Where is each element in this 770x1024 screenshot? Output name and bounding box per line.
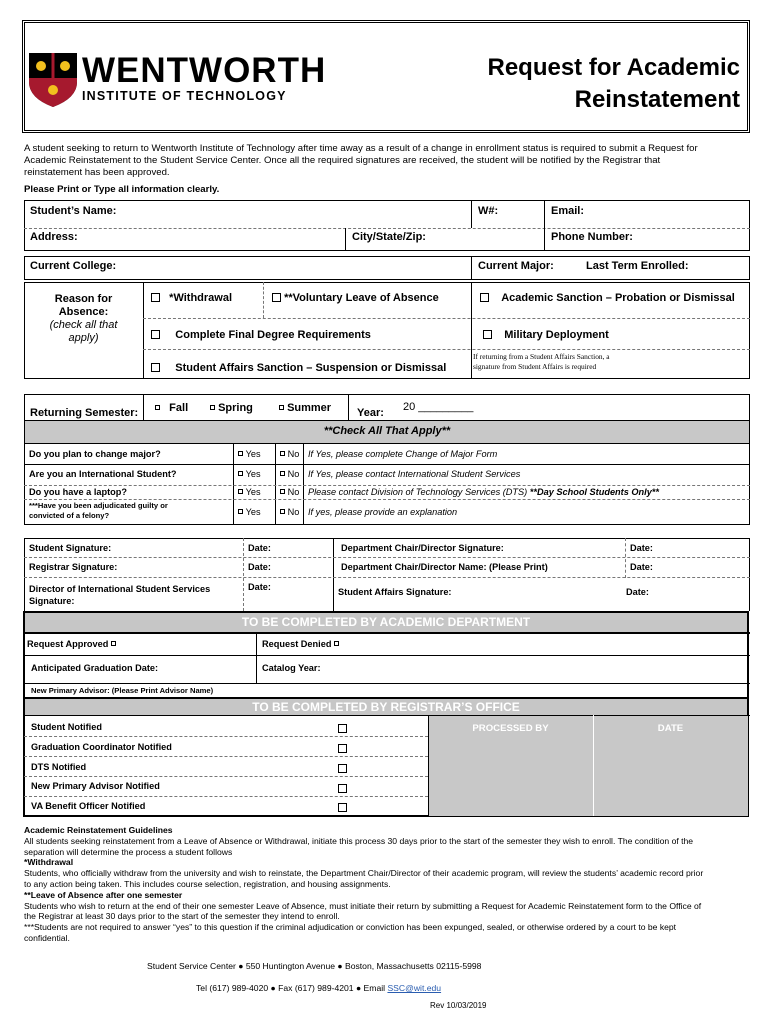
- student-affairs-signature-label: Student Affairs Signature:: [338, 587, 452, 597]
- registrar-banner: TO BE COMPLETED BY REGISTRAR’S OFFICE: [25, 699, 747, 715]
- logo-subtitle: INSTITUTE OF TECHNOLOGY: [82, 89, 287, 103]
- major-label: Current Major:: [478, 260, 554, 272]
- affairs-note: If returning from a Student Affairs Sanction, a signature from Student Affairs is required: [473, 352, 610, 371]
- international-no[interactable]: No: [280, 469, 299, 479]
- student-notified-checkbox[interactable]: [338, 719, 347, 737]
- intro-paragraph: A student seeking to return to Wentworth Institute of Technology after time away as a result of a change in enrollment status is required to submit a Request for Academic Reinstatement to the Student Service Center. Once all the required signatures are received, the student will be notified by the Registrar that reinstatement has been approved.: [24, 143, 698, 178]
- withdrawal-checkbox[interactable]: *Withdrawal: [151, 292, 232, 304]
- revision-label: Rev 10/03/2019: [430, 1001, 487, 1010]
- year-label: Year:: [357, 407, 384, 419]
- question-felony: ***Have you been adjudicated guilty or convicted of a felony?: [29, 501, 168, 520]
- student-signature-label: Student Signature:: [29, 543, 112, 553]
- new-advisor-label: New Primary Advisor: (Please Print Advisor Name): [31, 686, 214, 695]
- registrar-item: New Primary Advisor Notified: [31, 781, 160, 791]
- change-major-no[interactable]: No: [280, 449, 299, 459]
- catalog-year-label: Catalog Year:: [262, 663, 321, 673]
- request-approved-checkbox[interactable]: Request Approved: [27, 639, 116, 649]
- phone-label: Phone Number:: [551, 231, 633, 243]
- laptop-no[interactable]: No: [280, 487, 299, 497]
- registrar-date-label: Date:: [248, 562, 271, 572]
- international-note: If Yes, please contact International Student Services: [308, 469, 521, 479]
- felony-yes[interactable]: Yes: [238, 507, 261, 517]
- footer-address: Student Service Center ● 550 Huntington Avenue ● Boston, Massachusetts 02115-5998: [147, 961, 482, 971]
- guidelines-section: Academic Reinstatement Guidelines All students seeking reinstatement from a Leave of Absence or Withdrawal, initiate this process 30 days prior to the start of the semester they wish to enroll. The condition of the separation will determine the process a student follows *Withdrawal Students, who officially withdraw from the university and wish to reinstate, the Department Chair/Director of their academic program, will review the students’ academic record prior to any action being taken. This includes course selection, registration, and housing assignments. **Leave of Absence after one semester Students who wish to return at the end of their one semester Leave of Absence, must initiate their return by submitting a Request for Academic Reinstatement form to the Office of the Registrar at least 30 days prior to the start of the semester they intend to enroll. ***Students are not required to answer “yes” to this question if the criminal adjudication or conviction has been expunged, sealed, or otherwise ordered by a court to be kept confidential.: [24, 825, 704, 943]
- felony-note: If yes, please provide an explanation: [308, 507, 458, 517]
- footer-contact: Tel (617) 989-4020 ● Fax (617) 989-4201 ● Email SSC@wit.edu: [196, 983, 442, 993]
- shield-logo-icon: [28, 52, 78, 108]
- voluntary-leave-checkbox[interactable]: **Voluntary Leave of Absence: [272, 292, 439, 304]
- city-label: City/State/Zip:: [352, 231, 426, 243]
- felony-no[interactable]: No: [280, 507, 299, 517]
- degree-requirements-checkbox[interactable]: Complete Final Degree Requirements: [151, 329, 371, 341]
- reason-label: Reason for Absence: (check all that apply): [49, 293, 118, 344]
- advisor-notified-checkbox[interactable]: [338, 779, 347, 797]
- dept-chair-name-label: Department Chair/Director Name: (Please Print): [341, 562, 548, 572]
- change-major-yes[interactable]: Yes: [238, 449, 261, 459]
- registrar-item: Graduation Coordinator Notified: [31, 742, 172, 752]
- academic-sanction-checkbox[interactable]: Academic Sanction – Probation or Dismissal: [480, 292, 735, 304]
- student-affairs-checkbox[interactable]: Student Affairs Sanction – Suspension or Dismissal: [151, 362, 446, 374]
- registrar-signature-label: Registrar Signature:: [29, 562, 118, 572]
- date-header: DATE: [657, 723, 684, 734]
- instruction-text: Please Print or Type all information clearly.: [24, 184, 220, 195]
- question-laptop: Do you have a laptop?: [29, 487, 128, 497]
- last-term-label: Last Term Enrolled:: [586, 260, 689, 272]
- military-checkbox[interactable]: Military Deployment: [483, 329, 609, 341]
- registrar-item: DTS Notified: [31, 762, 87, 772]
- dept-chair-signature-label: Department Chair/Director Signature:: [341, 543, 504, 553]
- grad-coordinator-checkbox[interactable]: [338, 739, 347, 757]
- wnum-label: W#:: [478, 205, 499, 217]
- grad-date-label: Anticipated Graduation Date:: [31, 663, 159, 673]
- check-all-banner: **Check All That Apply**: [323, 425, 451, 437]
- spring-checkbox[interactable]: Spring: [210, 402, 253, 414]
- registrar-item: Student Notified: [31, 722, 102, 732]
- registrar-item: VA Benefit Officer Notified: [31, 801, 146, 811]
- question-change-major: Do you plan to change major?: [29, 449, 161, 459]
- logo-wordmark: WENTWORTH: [82, 51, 327, 90]
- address-label: Address:: [30, 231, 78, 243]
- request-denied-checkbox[interactable]: Request Denied: [262, 639, 339, 649]
- fall-checkbox[interactable]: Fall: [155, 402, 188, 414]
- returning-semester-label: Returning Semester:: [30, 407, 139, 419]
- laptop-yes[interactable]: Yes: [238, 487, 261, 497]
- processed-by-header: PROCESSED BY: [472, 723, 549, 734]
- summer-checkbox[interactable]: Summer: [279, 402, 331, 414]
- dts-notified-checkbox[interactable]: [338, 759, 347, 777]
- student-sig-date-label: Date:: [248, 543, 271, 553]
- intl-director-date-label: Date:: [248, 582, 271, 592]
- email-label: Email:: [551, 205, 585, 217]
- intl-director-signature-label: Director of International Student Services Signature:: [29, 584, 211, 606]
- email-link[interactable]: SSC@wit.edu: [387, 983, 442, 993]
- change-major-note: If Yes, please complete Change of Major Form: [308, 449, 498, 459]
- academic-dept-banner: TO BE COMPLETED BY ACADEMIC DEPARTMENT: [25, 613, 747, 632]
- student-affairs-date-label: Date:: [626, 587, 649, 597]
- laptop-note: Please contact Division of Technology Services (DTS) **Day School Students Only**: [308, 487, 659, 497]
- international-yes[interactable]: Yes: [238, 469, 261, 479]
- page-title: Request for Academic Reinstatement: [487, 54, 740, 113]
- year-value: 20 _________: [403, 401, 474, 413]
- va-officer-checkbox[interactable]: [338, 798, 347, 816]
- college-label: Current College:: [30, 260, 117, 272]
- dept-chair-date-label: Date:: [630, 543, 653, 553]
- question-international: Are you an International Student?: [29, 469, 177, 479]
- student-name-label: Student’s Name:: [30, 205, 117, 217]
- dept-chair-name-date-label: Date:: [630, 562, 653, 572]
